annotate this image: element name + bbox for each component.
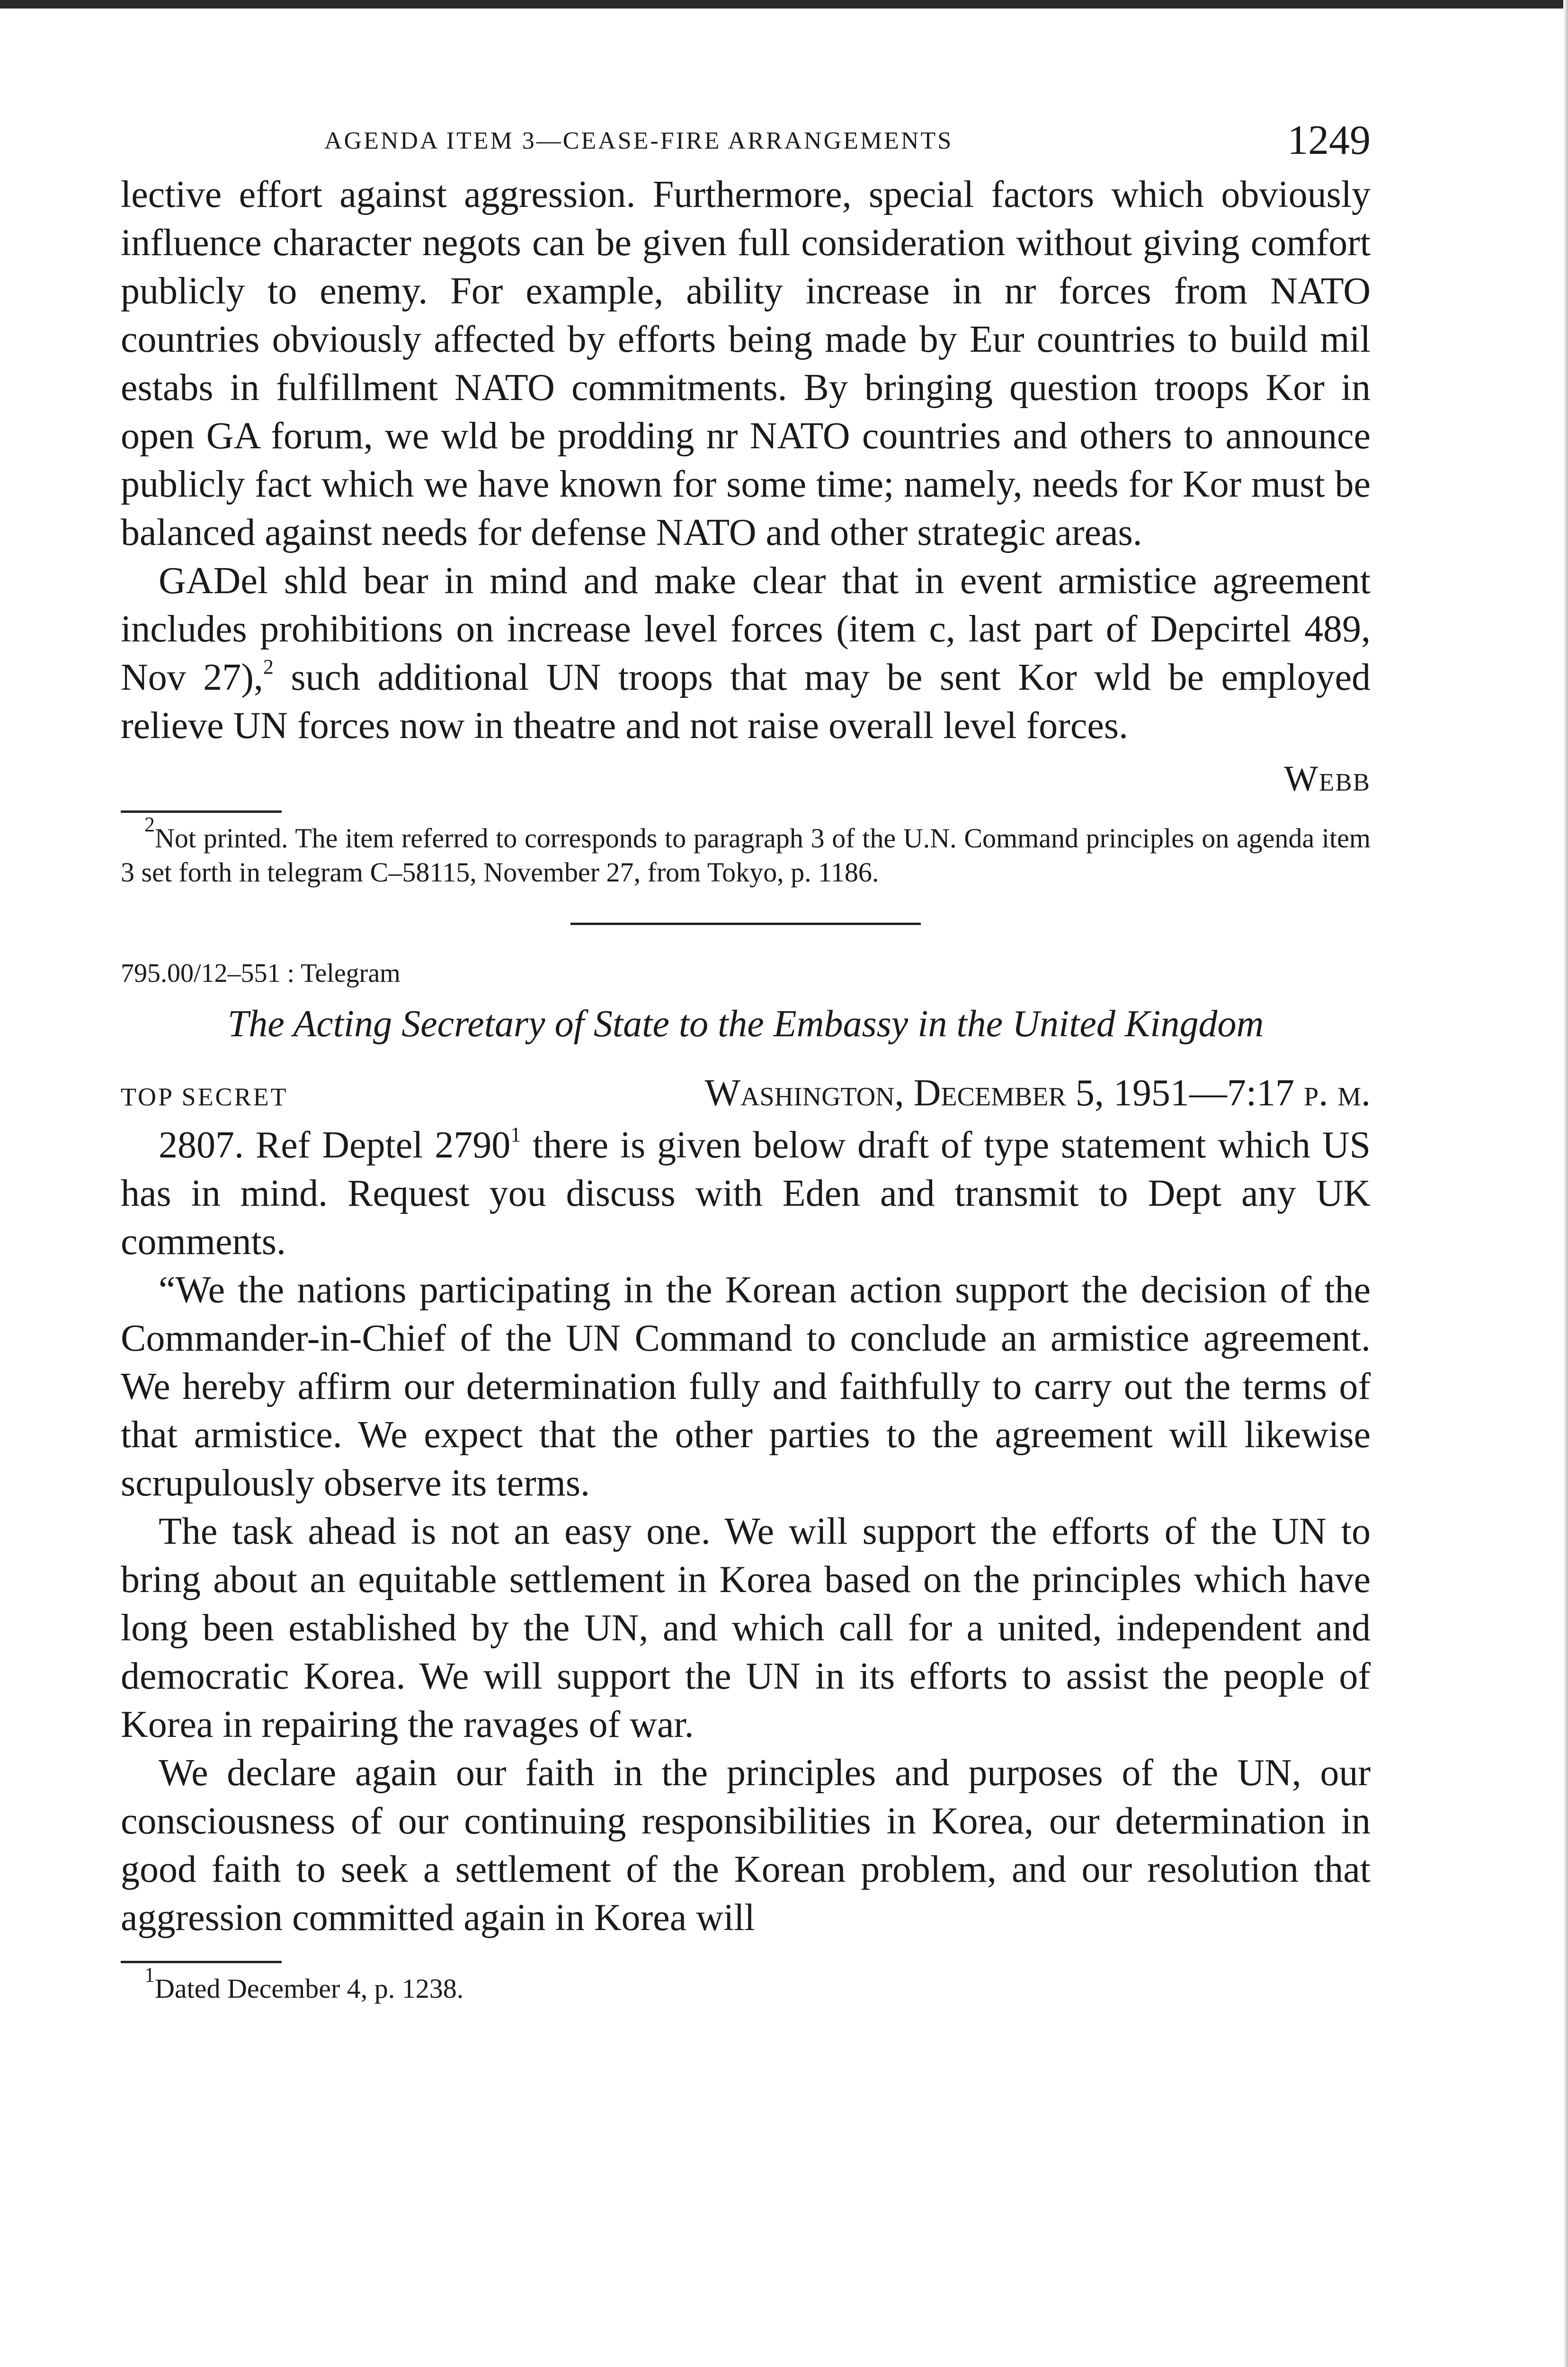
footnote-ref-1: 1 xyxy=(510,1123,521,1146)
telegram-p1-after: there is given below draft of type statement which US has in mind. Request you discuss with Eden and transmit to Dept any UK comments. xyxy=(121,1124,1371,1263)
telegram-p1-before: 2807. Ref Deptel 2790 xyxy=(159,1124,511,1166)
footnote-1-marker: 1 xyxy=(144,1963,155,1986)
bottom-footnote-block xyxy=(121,1961,1371,2006)
running-title: AGENDA ITEM 3—CEASE-FIRE ARRANGEMENTS xyxy=(324,127,953,154)
gadel-text-after: such additional UN troops that may be sent Kor wld be employed relieve UN forces now in theatre and not raise overall level forces. xyxy=(121,657,1371,747)
footnote-2-marker: 2 xyxy=(144,813,155,836)
date-place-text: Washington, December 5, 1951—7:17 p. m. xyxy=(704,1072,1371,1114)
scan-right-edge xyxy=(1563,0,1568,2367)
statement-paragraph-1: “We the nations participating in the Korean action support the decision of the Commander-in-Chief of the UN Command to conclude an armistice agreement. We hereby affirm our determination fully and faithfully to carry out the terms of that armistice. We expect that the other parties to the agreement will likewise scrupulously observe its terms. xyxy=(121,1269,1371,1504)
footnote-2 xyxy=(121,813,1371,890)
document-file-number: 795.00/12–551 : Telegram xyxy=(121,959,401,988)
footnote-1 xyxy=(121,1963,1371,2006)
document-title: The Acting Secretary of State to the Embassy in the United Kingdom xyxy=(227,1003,1264,1045)
footnote-1-text: Dated December 4, p. 1238. xyxy=(155,1973,464,2004)
dateline xyxy=(121,1072,1371,1121)
classification-label: TOP SECRET xyxy=(121,1083,288,1111)
page-number: 1249 xyxy=(1287,117,1371,163)
running-head xyxy=(121,114,1371,170)
section-divider xyxy=(570,923,921,925)
statement-paragraph-2: The task ahead is not an easy one. We will support the efforts of the UN to bring about an equitable settlement in Korea based on the principles which have long been established by the UN, and which call for a united, independent and democratic Korea. We will support the UN in its efforts to assist the people of Korea in repairing the ravages of war. xyxy=(121,1511,1371,1745)
statement-paragraph-3: We declare again our faith in the principles and purposes of the UN, our consciousness of our continuing responsibilities in Korea, our determination in good faith to seek a settlement of the Korean problem, and our resolution that aggression committed again in Korea will xyxy=(121,1752,1371,1939)
gadel-paragraph xyxy=(121,557,1371,750)
footnote-ref-2: 2 xyxy=(263,655,274,678)
continuation-paragraph: lective effort against aggression. Furthermore, special factors which obviously influence character negots can be given full consideration without giving comfort publicly to enemy. For example, ability increase in nr forces from NATO countries obviously affected by efforts being made by Eur countries to build mil estabs in fulfillment NATO commitments. By bringing question troops Kor in open GA forum, we wld be prodding nr NATO countries and others to announce publicly fact which we have known for some time; namely, needs for Kor must be balanced against needs for defense NATO and other strategic areas. xyxy=(121,174,1371,553)
scan-top-edge xyxy=(0,0,1568,9)
signature-webb: Webb xyxy=(1284,759,1371,799)
footnote-2-text: Not printed. The item referred to corresponds to paragraph 3 of the U.N. Command principles on agenda item 3 set forth in telegram C–58115, November 27, from Tokyo, p. 1186. xyxy=(121,823,1371,888)
gadel-text-before: GADel shld bear in mind and make clear that in event armistice agreement includes prohibitions on increase level forces (item c, last part of Depcirtel 489, Nov 27), xyxy=(121,560,1371,698)
document-page xyxy=(121,114,1371,2006)
telegram-paragraph-1 xyxy=(121,1121,1371,1266)
